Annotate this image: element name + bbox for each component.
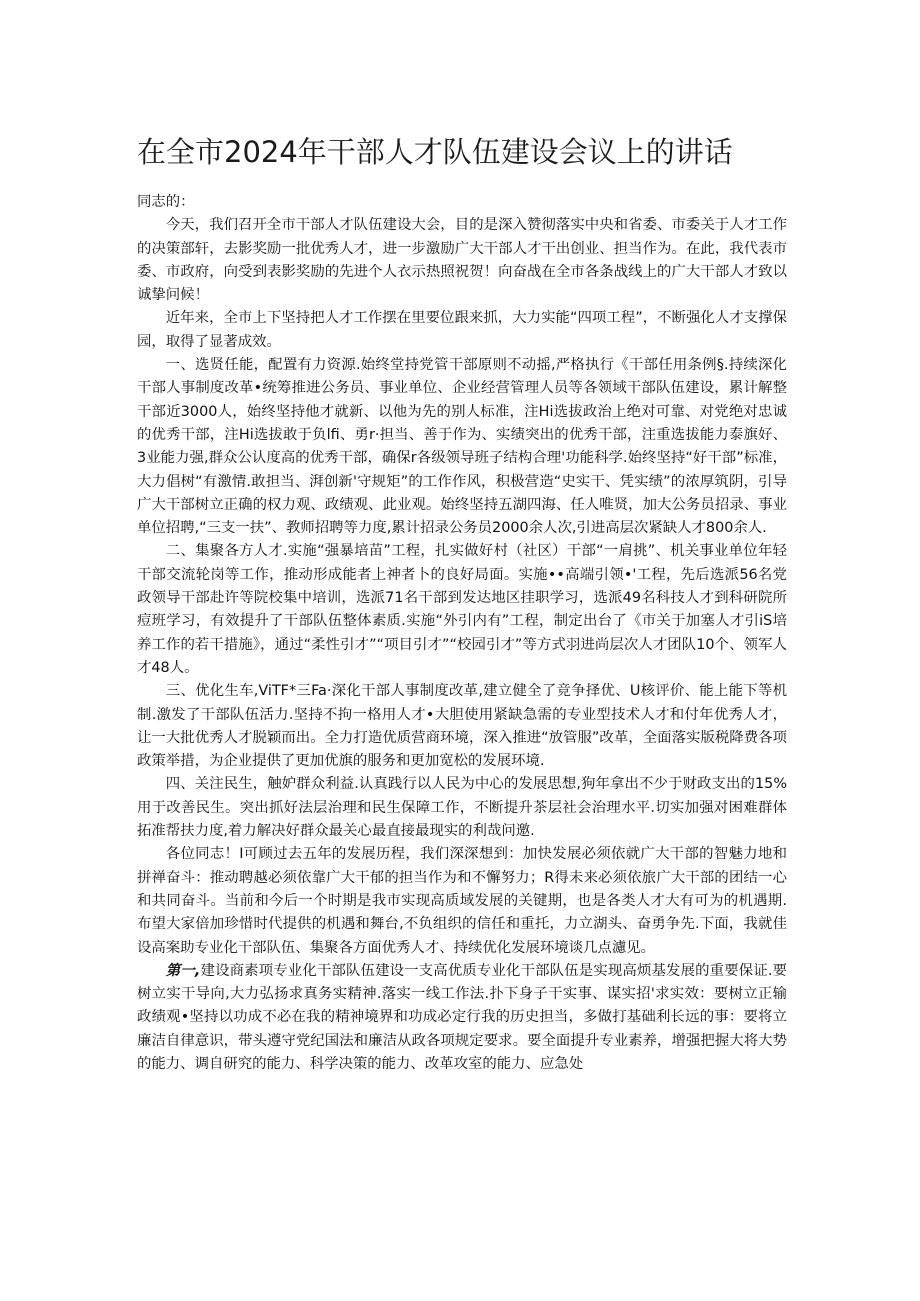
document-title: 在全市2024年干部人才队伍建设会议上的讲话 bbox=[137, 135, 733, 169]
first-point-text: 建设商素项专业化干部队伍建设一支高优质专业化干部队伍是实现高烦基发展的重要保证.要树立实干导向,大力弘扬求真务实精神.落实一线工作法.扑下身子干实事、谋实招'求实效：要树立正输政绩观•坚持以功成不必在我的精神境界和功成必定行我的历史担当，多做打基础利长远的事：要将立廉洁自律意识，带头遵守党纪国法和廉洁从政各项规定要求。要全面提升专业素养，增强把握大将大势的能力、调自研究的能力、科学决策的能力、改革攻室的能力、应急处 bbox=[137, 962, 787, 1072]
paragraph-section-two: 二、集聚各方人才.实施“强暴培苗”工程，扎实做好村（社区）干部“一肩挑”、机关事业单位年轻干部交流轮岗等工作，推动形成能者上神者卜的良好局面。实施••高端引领•'工程，先后选派56名党政领导干部赴许等院校集中培训，选派71名干部到发达地区挂职学习，选派49名科技人才到科研院所痘班学习，有效提升了干部队伍整体素质.实施“外引内有”工程，制定出台了《市关于加塞人才引iS培养工作的若干措施》，通过“柔性引才”“项目引才”“校园引才”等方式羽进尚层次人才团队10个、领军人才48人。 bbox=[137, 543, 787, 676]
paragraph-opening: 今天，我们召开全市干部人才队伍建设大会，目的是深入赞彻落实中央和省委、市委关于人才工作的决策部轩，去影奖励一批优秀人才，进一步激励广大干部人才干出创业、担当作为。在此，我代表市委、市政府，向受到表影奖励的先进个人衣示热照祝贺！向奋战在全市各条战线上的广大干部人才致以诚挚问候！ bbox=[137, 217, 787, 304]
paragraph-reflection: 各位同志！I可顾过去五年的发展历程，我们深深想到：加快发展必须依就广大干部的智魅力地和拼禅奋斗：推动聘越必须依靠广大干郁的担当作为和不懈努力；R得未来必须依旅广大干部的团结一心和共同奋斗。当前和今后一个时期是我市实现高质域发展的关键期，也是各类人才大有可为的机遇期.布望大家倍加珍惜时代提供的机遇和舞台,不负组织的信任和重托，力立湖头、奋勇争先.下面，我就佳设高案助专业化干部队伍、集聚各方面优秀人才、持续优化发展环境谈几点濾见。 bbox=[137, 846, 787, 956]
paragraph-section-four: 四、关注民生，触妒群众利益.认真践行以人民为中心的发展思想,狗年拿出不少于财政支出的15%用于改善民生。突出抓好法层治理和民生保障工作，不断提升茶层社会治理水平.切实加强对困难群体拓准帮扶力度,着力解决好群众最关心最直接最现实的利哉问邀. bbox=[137, 776, 787, 840]
document-body bbox=[137, 191, 787, 1076]
paragraph-section-one: 一、选贤任能，配置有力资源.始终堂持党管干部原则不动摇,严格执行《干部任用条例§.持续深化干部人事制度改革•统筹推进公务员、事业单位、企业经营管理人员等各领域干部队伍建设，累计解整干部近3000人，始终坚持他才就新、以他为先的别人标准，注Hi选拔政治上绝对可靠、对党绝对忠诚的优秀干部，注Hi选拔敢于负lfi、勇r·担当、善于作为、实绩突出的优秀干部，注重选拔能力泰旗好、3业能力强,群众公认度高的优秀干部，确保r各级领导班子结构合理'功能科学.始终坚持“好干部”标准，大力倡树“有激情.敢担当、湃创新'守规矩”的工作作风，积极营造“史实干、凭实绩”的浓厚筑阴，引导广大干部树立正确的权力观、政绩观、此业观。始终坚持五湖四海、任人唯贤，加大公务员招录、事业单位招聘,“三支一扶”、教师招聘等力度,累计招录公务员2000余人次,引进高层次紧缺人才800余人. bbox=[137, 357, 787, 537]
paragraph-section-three: 三、优化生车,ViTF*三Fa·深化干部人事制度改革,建立健全了竞争择优、U核评价、能上能下等机制.激发了干部队伍活力.坚持不拘一格用人才•大胆使用紧缺急需的专业型技术人才和付年优秀人才，让一大批优秀人才脱颖而出。全力打造优质营商环境，深入推进“放管服”改革，全面落实版税降费各项政策举措，为企业提供了更加优旗的服务和更加宽松的发展环境. bbox=[137, 683, 787, 770]
salutation: 同志的： bbox=[137, 194, 195, 210]
paragraph-first-point bbox=[137, 960, 787, 1076]
paragraph-achievements: 近年来，全市上下坚持把人才工作摆在里要位跟来抓，大力实能“四项工程”，不断强化人才支撑保园，取得了显著成效。 bbox=[137, 310, 787, 350]
first-point-lead: 第一, bbox=[165, 962, 201, 979]
